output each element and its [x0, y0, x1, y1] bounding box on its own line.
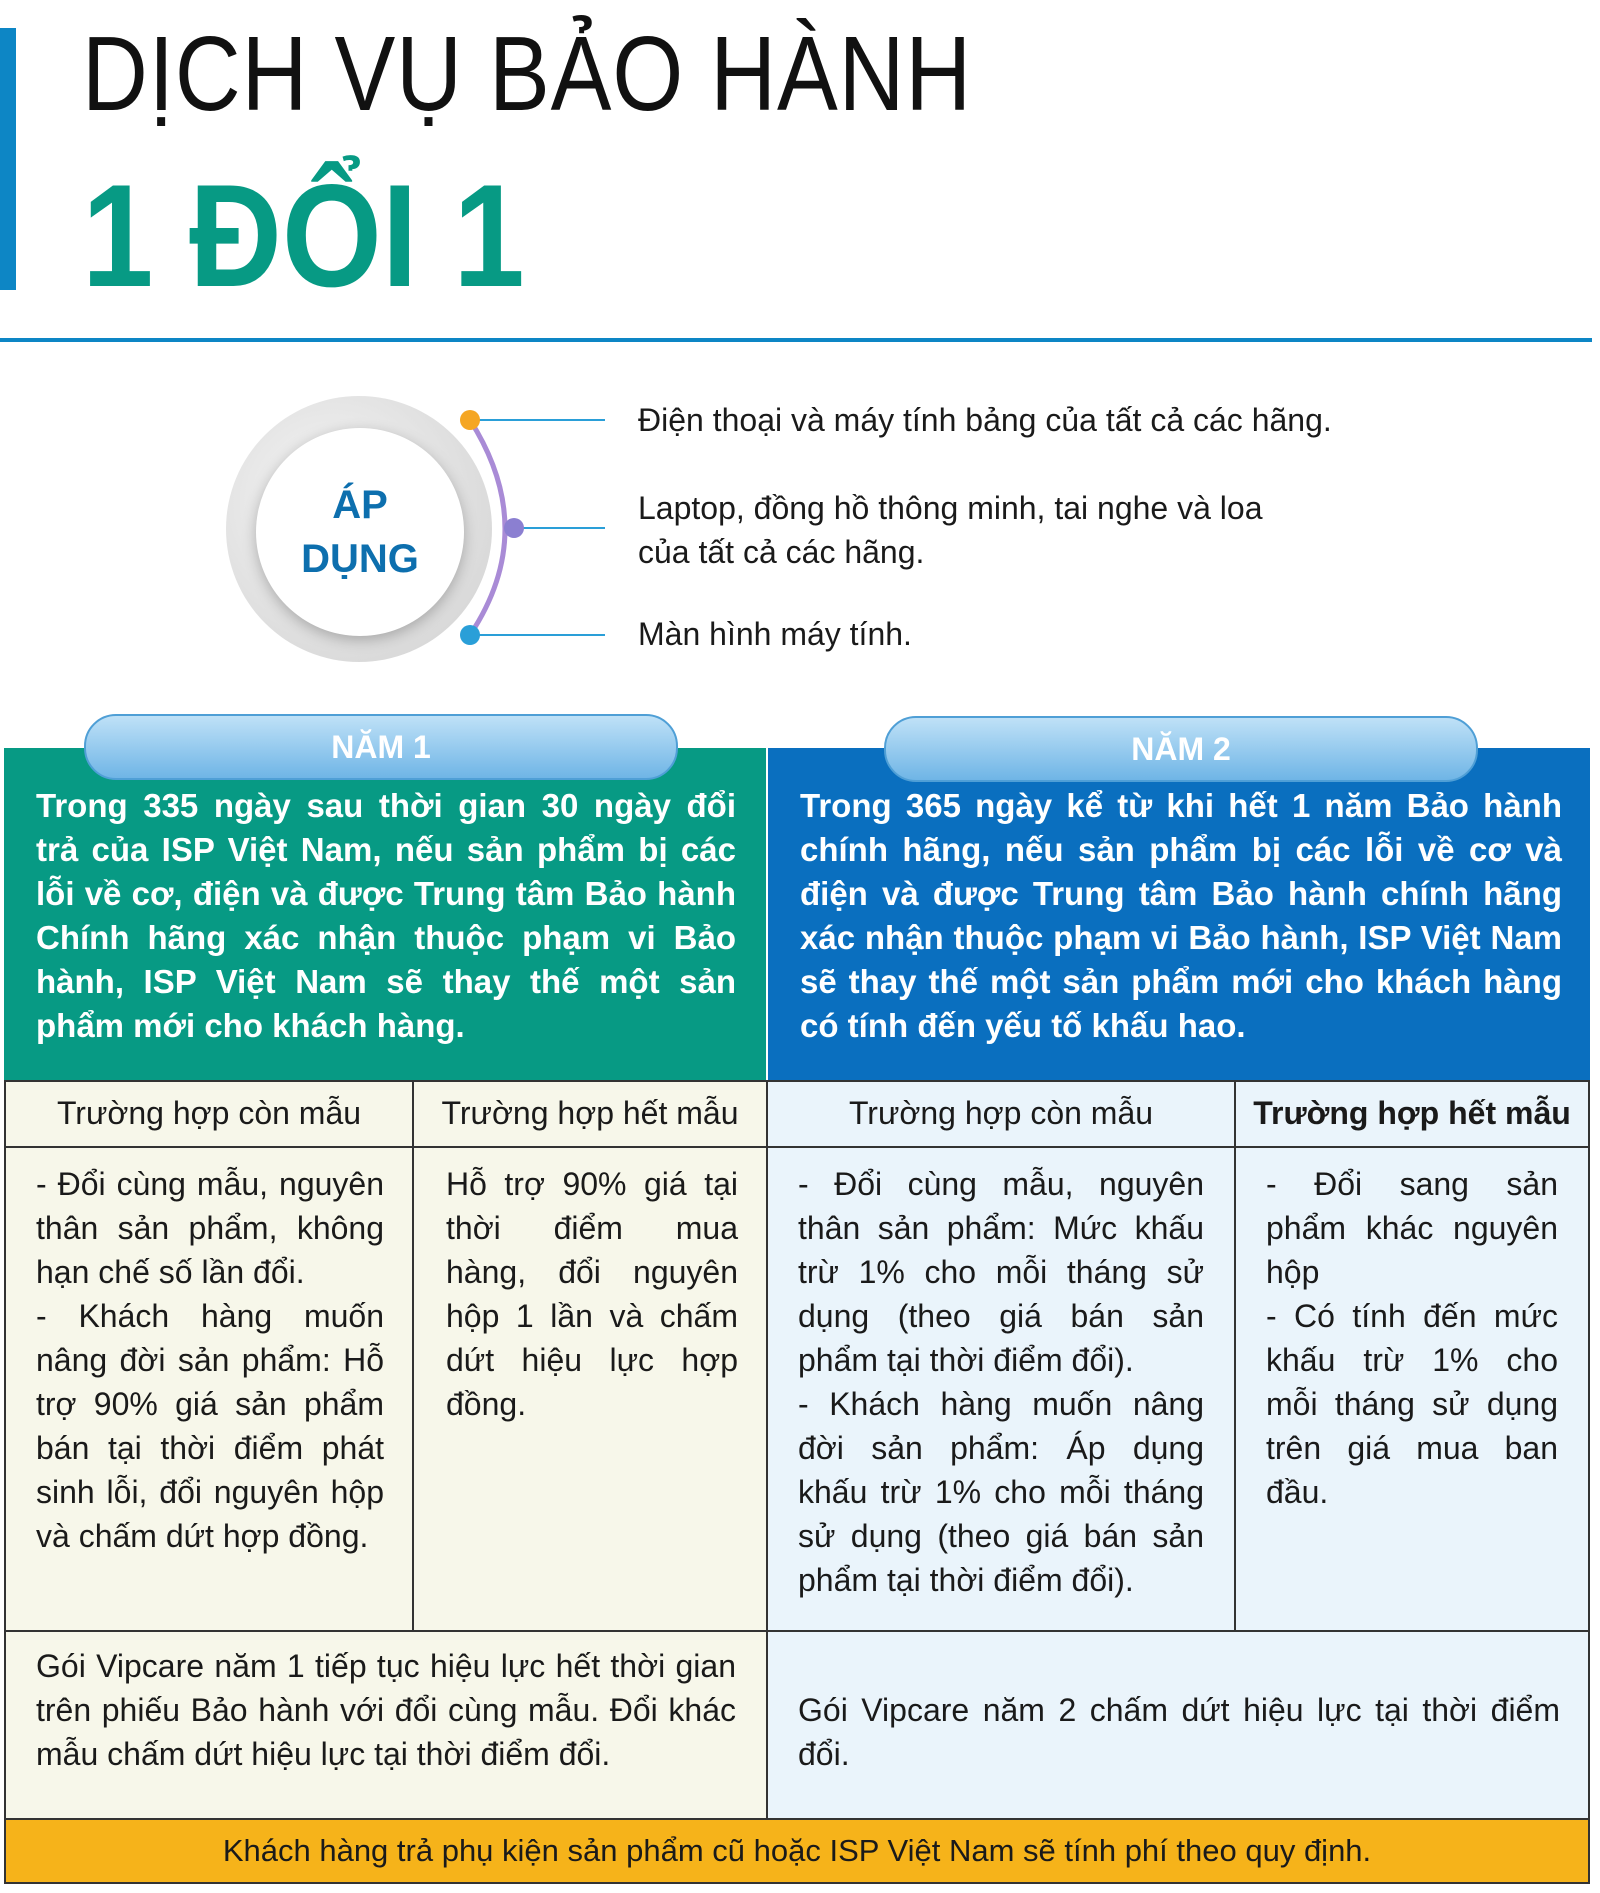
- year2-description: Trong 365 ngày kể từ khi hết 1 năm Bảo hành chính hãng, nếu sản phẩm bị các lỗi về cơ và điện và được Trung tâm Bảo hành chính hãng xác nhận thuộc phạm vi Bảo hành, ISP Việt Nam sẽ thay thế một sản phẩm mới cho khách hàng có tính đến yếu tố khấu hao.: [800, 787, 1562, 1044]
- year1-out-stock-cell: [412, 1146, 768, 1632]
- year2-vipcare-text: Gói Vipcare năm 2 chấm dứt hiệu lực tại thời điểm đổi.: [798, 1692, 1560, 1772]
- year1-out-stock-text: Hỗ trợ 90% giá tại thời điểm mua hàng, đổi nguyên hộp 1 lần và chấm dứt hiệu lực hợp đồng.: [446, 1166, 738, 1422]
- year1-description: Trong 335 ngày sau thời gian 30 ngày đổi trả của ISP Việt Nam, nếu sản phẩm bị các lỗi về cơ, điện và được Trung tâm Bảo hành Chính hãng xác nhận thuộc phạm vi Bảo hành, ISP Việt Nam sẽ thay thế một sản phẩm mới cho khách hàng.: [36, 787, 736, 1044]
- year2-out-stock-text: - Đổi sang sản phẩm khác nguyên hộp - Có tính đến mức khấu trừ 1% cho mỗi tháng sử dụng trên giá mua ban đầu.: [1266, 1166, 1558, 1510]
- apply-item-phones: Điện thoại và máy tính bảng của tất cả các hãng.: [638, 402, 1332, 438]
- badge-label-line2: DỤNG: [301, 537, 419, 581]
- year1-header-block: [4, 748, 766, 1080]
- year2-vipcare-cell: [766, 1630, 1590, 1820]
- year1-in-stock-text: - Đổi cùng mẫu, nguyên thân sản phẩm, không hạn chế số lần đổi. - Khách hàng muốn nâng đời sản phẩm: Hỗ trợ 90% giá sản phẩm bán tại thời điểm phát sinh lỗi, đổi nguyên hộp và chấm dứt hợp đồng.: [36, 1166, 384, 1554]
- year2-in-stock-cell: [766, 1146, 1236, 1632]
- page-subtitle: 1 ĐỔI 1: [82, 154, 525, 317]
- year2-label-pill: NĂM 2: [884, 716, 1478, 782]
- apply-item-laptops-cont: của tất cả các hãng.: [638, 534, 925, 570]
- dot-orange: [460, 410, 480, 430]
- page-title: DỊCH VỤ BẢO HÀNH: [82, 15, 973, 133]
- year2-out-stock-header: Trường hợp hết mẫu: [1234, 1080, 1590, 1148]
- year1-vipcare-text: Gói Vipcare năm 1 tiếp tục hiệu lực hết thời gian trên phiếu Bảo hành với đổi cùng mẫu. Đổi khác mẫu chấm dứt hiệu lực tại thời điểm đổi.: [36, 1648, 736, 1772]
- apply-item-monitors: Màn hình máy tính.: [638, 616, 912, 652]
- warranty-table: [4, 729, 1590, 1888]
- footer-note: Khách hàng trả phụ kiện sản phẩm cũ hoặc ISP Việt Nam sẽ tính phí theo quy định.: [4, 1818, 1590, 1884]
- badge-label-line1: ÁP: [332, 483, 388, 527]
- year2-out-stock-cell: [1234, 1146, 1590, 1632]
- connector-arc: [0, 0, 640, 700]
- year1-in-stock-cell: [4, 1146, 414, 1632]
- year2-in-stock-header: Trường hợp còn mẫu: [766, 1080, 1236, 1148]
- dot-blue: [460, 625, 480, 645]
- year1-out-stock-header: Trường hợp hết mẫu: [412, 1080, 768, 1148]
- year1-label-pill: NĂM 1: [84, 714, 678, 780]
- year2-in-stock-text: - Đổi cùng mẫu, nguyên thân sản phẩm: Mức khấu trừ 1% cho mỗi tháng sử dụng (theo giá bán sản phẩm tại thời điểm đổi). - Khách hàng muốn nâng đời sản phẩm: Áp dụng khấu trừ 1% cho mỗi tháng sử dụng (theo giá bán sản phẩm tại thời điểm đổi).: [798, 1166, 1204, 1598]
- year1-in-stock-header: Trường hợp còn mẫu: [4, 1080, 414, 1148]
- dot-purple: [504, 518, 524, 538]
- year1-vipcare-cell: [4, 1630, 768, 1820]
- year2-header-block: [768, 748, 1590, 1080]
- apply-item-laptops: Laptop, đồng hồ thông minh, tai nghe và loa: [638, 490, 1263, 526]
